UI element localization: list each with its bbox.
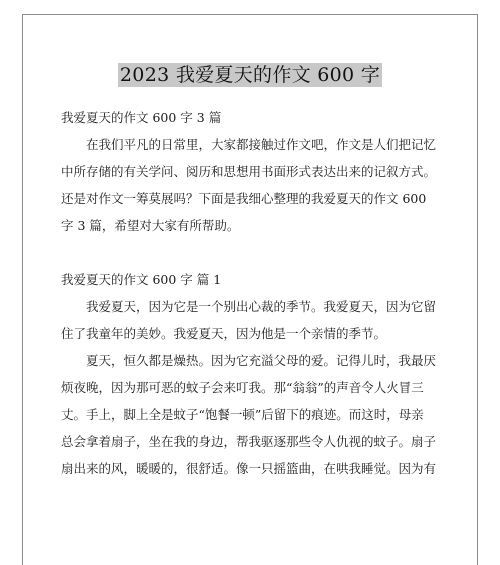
paragraph-line: 夏天，恒久都是燥热。因为它充溢父母的爱。记得儿时，我最厌 [86, 353, 437, 368]
paragraph-line: 烦夜晚，因为那可恶的蚊子会来叮我。那“翁翁”的声音令人火冒三 [61, 380, 424, 395]
document-subtitle: 我爱夏天的作文 600 字 3 篇 [61, 110, 222, 125]
section-heading: 我爱夏天的作文 600 字 篇 1 [61, 272, 222, 287]
paragraph-line: 扇出来的风，暖暖的，很舒适。像一只摇篮曲，在哄我睡觉。因为有 [61, 461, 437, 476]
paragraph-line: 我爱夏天，因为它是一个别出心裁的季节。我爱夏天，因为它留 [86, 299, 437, 314]
document-title: 2023 我爱夏天的作文 600 字 [119, 64, 381, 86]
paragraph-line: 丈。手上，脚上全是蚊子“饱餐一顿”后留下的痕迹。而这时，母亲 [61, 407, 424, 422]
intro-line: 中所存储的有关学问、阅历和思想用书面形式表达出来的记叙方式。 [61, 164, 437, 179]
paragraph-line: 总会拿着扇子，坐在我的身边，帮我驱逐那些令人仇视的蚊子。扇子 [61, 434, 437, 449]
intro-line: 字 3 篇，希望对大家有所帮助。 [61, 218, 240, 233]
intro-line: 还是对作文一筹莫展吗？下面是我细心整理的我爱夏天的作文 600 [61, 191, 427, 206]
title-container [0, 63, 500, 87]
paragraph-line: 住了我童年的美妙。我爱夏天，因为他是一个亲情的季节。 [61, 326, 387, 341]
intro-line: 在我们平凡的日常里，大家都接触过作文吧，作文是人们把记忆 [86, 137, 437, 152]
paragraph-spacer [61, 239, 441, 266]
document-body [61, 104, 441, 482]
